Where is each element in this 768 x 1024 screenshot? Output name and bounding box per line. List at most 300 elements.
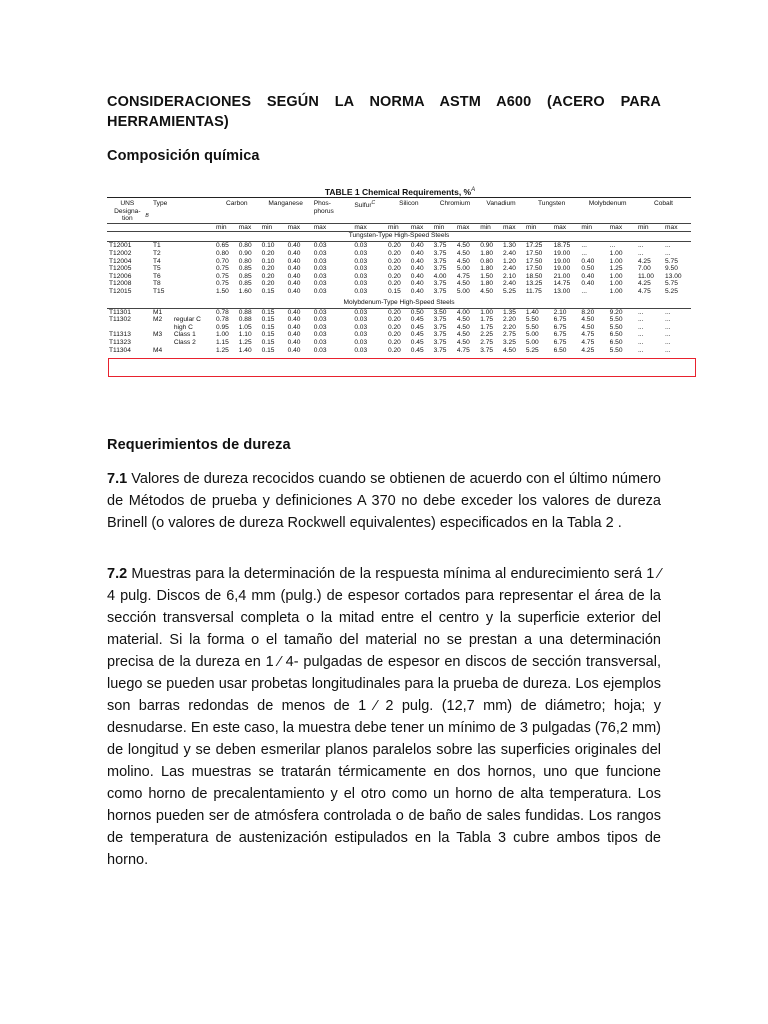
table-cell: 6.75 xyxy=(553,316,567,324)
table-cell: 0.45 xyxy=(410,331,424,339)
table-cell: 0.78 xyxy=(215,308,229,316)
table-cell: 0.88 xyxy=(238,308,252,316)
col-header-molybdenum: Molybdenum xyxy=(579,198,636,224)
section-heading-composition: Composición química xyxy=(107,148,260,164)
table-cell: Class 2 xyxy=(173,338,196,346)
col-header-silicon: Silicon xyxy=(386,198,432,224)
table-cell: 0.40 xyxy=(287,249,301,257)
subheader-cell: max xyxy=(409,223,432,232)
table-cell: 0.40 xyxy=(287,316,301,324)
col-header-phosphorus xyxy=(312,198,353,224)
table-cell: 1.75 xyxy=(480,323,494,331)
col-header-sulfur-text: Sulfur xyxy=(354,202,372,210)
table-cell: 0.03 xyxy=(313,308,327,316)
table-cell: 4.50 xyxy=(581,323,595,331)
subheader-cell: max xyxy=(286,223,312,232)
table-row xyxy=(107,280,691,288)
table-cell: 4.50 xyxy=(456,257,470,265)
table-cell: 0.40 xyxy=(287,287,301,295)
table-cell: 0.80 xyxy=(238,257,252,265)
table-row xyxy=(107,250,691,258)
table-cell: 0.15 xyxy=(261,331,275,339)
table-cell: ... xyxy=(637,338,644,346)
table-cell: 0.20 xyxy=(261,265,275,273)
table-cell: 19.00 xyxy=(553,265,571,273)
table-header-row xyxy=(107,198,691,224)
table-cell: 3.75 xyxy=(433,331,447,339)
section-molybdenum-type: Molybdenum-Type High-Speed Steels xyxy=(107,299,691,309)
table-cell: 0.75 xyxy=(215,265,229,273)
table-cell: 0.40 xyxy=(287,257,301,265)
paragraph-7-1-text: Valores de dureza recocidos cuando se obtienen de acuerdo con el último número de Métodos de prueba y definiciones A 370 no debe exceder los valores de dureza Brinell (o valores de dureza Rockwell equivalentes) especificados en la Tabla 2 . xyxy=(107,471,661,531)
table-cell: 2.40 xyxy=(503,265,516,273)
col-header-vanadium: Vanadium xyxy=(478,198,524,224)
subheader-cell: min xyxy=(386,223,409,232)
table-cell: 1.60 xyxy=(238,287,252,295)
table-cell: 0.03 xyxy=(313,272,327,280)
table-cell: ... xyxy=(637,346,644,354)
table-cell: 0.70 xyxy=(215,257,229,265)
table-row xyxy=(107,331,691,339)
table-cell: 0.20 xyxy=(387,308,401,316)
table-cell: 9.50 xyxy=(665,265,678,273)
subheader-cell: max xyxy=(552,223,580,232)
table-cell: ... xyxy=(665,316,671,324)
table-cell: 5.50 xyxy=(525,316,539,324)
table-cell: 0.03 xyxy=(313,331,327,339)
table-row xyxy=(107,288,691,296)
table-cell: 6.75 xyxy=(553,331,567,339)
table-cell: high C xyxy=(173,323,193,331)
table-cell: 3.25 xyxy=(503,338,516,346)
table-cell: 4.00 xyxy=(456,308,470,316)
table-cell: 1.25 xyxy=(238,338,252,346)
table-cell: 17.25 xyxy=(525,242,543,250)
subheader-cell: min xyxy=(524,223,552,232)
table-cell xyxy=(172,250,214,258)
table-cell: 0.20 xyxy=(387,242,401,250)
table-cell: ... xyxy=(637,316,644,324)
table-cell xyxy=(172,280,214,288)
table-cell: M3 xyxy=(153,331,163,339)
table-cell xyxy=(172,288,214,296)
table-cell: 4.50 xyxy=(581,316,595,324)
table-cell: 3.75 xyxy=(433,280,447,288)
table-cell: 0.78 xyxy=(215,316,229,324)
table-cell: 5.75 xyxy=(665,280,678,288)
table-cell: 0.20 xyxy=(387,249,401,257)
subheader-blank xyxy=(151,223,214,232)
table-cell: T12005 xyxy=(109,265,132,273)
table-cell: 18.50 xyxy=(525,272,543,280)
table-cell: 0.20 xyxy=(387,323,401,331)
table-cell: 0.10 xyxy=(261,257,275,265)
table-cell: 5.00 xyxy=(525,331,539,339)
table-cell: 4.25 xyxy=(581,346,595,354)
table-cell: 0.45 xyxy=(410,323,424,331)
table-cell: M1 xyxy=(153,308,163,316)
table-cell: 4.75 xyxy=(637,287,651,295)
table-cell: 0.45 xyxy=(410,346,424,354)
table-cell xyxy=(151,324,172,332)
table-caption-note: A xyxy=(471,187,476,193)
table-cell: 0.20 xyxy=(387,338,401,346)
table-row xyxy=(107,316,691,324)
table-cell: 2.75 xyxy=(503,331,516,339)
table-cell: 5.00 xyxy=(456,265,470,273)
table-cell: T12015 xyxy=(109,287,132,295)
table-cell: 2.10 xyxy=(503,272,516,280)
table-cell: 0.90 xyxy=(238,249,252,257)
subheader-cell: max xyxy=(237,223,260,232)
table-cell: 1.80 xyxy=(480,280,494,288)
section-heading-hardness: Requerimientos de dureza xyxy=(107,437,291,453)
table-section-row xyxy=(107,299,691,309)
table-cell: 0.20 xyxy=(387,272,401,280)
table-cell: T11323 xyxy=(109,338,131,346)
table-row xyxy=(107,324,691,332)
table-cell: 0.15 xyxy=(261,338,275,346)
table-cell: 0.03 xyxy=(313,257,327,265)
table-cell: 0.40 xyxy=(410,257,424,265)
table-cell: 0.15 xyxy=(261,308,275,316)
table-cell: 0.40 xyxy=(410,287,424,295)
table-cell: 17.50 xyxy=(525,257,543,265)
table-cell: 0.20 xyxy=(387,346,401,354)
table-cell: 3.75 xyxy=(433,346,447,354)
table-cell: M4 xyxy=(153,346,163,354)
table-cell: 2.40 xyxy=(503,280,516,288)
table-cell: 0.03 xyxy=(354,265,368,273)
table-cell: 4.50 xyxy=(480,287,494,295)
table-cell: 1.00 xyxy=(609,249,623,257)
table-cell: 0.03 xyxy=(313,242,327,250)
paragraph-7-2-number: 7.2 xyxy=(107,566,128,582)
table-cell: 7.00 xyxy=(637,265,651,273)
section-tungsten-type: Tungsten-Type High-Speed Steels xyxy=(107,232,691,242)
subheader-cell: min xyxy=(579,223,607,232)
table-cell: T4 xyxy=(153,257,161,265)
col-header-uns-note: B xyxy=(145,213,149,219)
table-cell: 0.03 xyxy=(313,338,327,346)
subheader-cell: max xyxy=(608,223,636,232)
table-cell: 19.00 xyxy=(553,257,571,265)
table-cell: 4.50 xyxy=(503,346,516,354)
table-row xyxy=(107,339,691,347)
table-cell: ... xyxy=(665,331,671,339)
table-cell: T6 xyxy=(153,272,161,280)
table-cell: 1.20 xyxy=(503,257,516,265)
table-cell: 0.03 xyxy=(313,280,327,288)
table-cell: 0.85 xyxy=(238,265,252,273)
table-cell: 11.75 xyxy=(525,287,542,295)
col-header-tungsten: Tungsten xyxy=(524,198,580,224)
table-row xyxy=(107,308,691,316)
table-caption xyxy=(107,183,693,197)
table-row xyxy=(107,242,691,250)
table-cell: 0.75 xyxy=(215,272,229,280)
table-cell: 2.40 xyxy=(503,249,516,257)
table-cell: 0.40 xyxy=(287,346,301,354)
table-cell: ... xyxy=(581,287,587,295)
table-cell: 0.20 xyxy=(261,272,275,280)
subheader-cell: max xyxy=(312,223,353,232)
table-cell: 0.95 xyxy=(215,323,229,331)
table-cell: 2.10 xyxy=(553,308,567,316)
table-cell: 0.15 xyxy=(387,287,401,295)
table-cell: 17.50 xyxy=(525,265,543,273)
table-cell: 0.75 xyxy=(215,280,229,288)
table-row xyxy=(107,273,691,281)
table-cell: 0.40 xyxy=(410,280,424,288)
table-cell: 0.03 xyxy=(313,249,327,257)
table-cell: 0.03 xyxy=(354,272,368,280)
table-cell: 3.75 xyxy=(433,265,447,273)
table-cell: 3.75 xyxy=(433,242,447,250)
table-cell: 9.20 xyxy=(609,308,623,316)
table-cell: T12008 xyxy=(109,280,132,288)
table-cell: 0.10 xyxy=(261,242,275,250)
col-header-uns-text: UNS Designa- tion xyxy=(114,200,141,223)
table-cell: 1.10 xyxy=(238,331,252,339)
table-cell: 0.85 xyxy=(238,272,252,280)
paragraph-7-1-number: 7.1 xyxy=(107,471,128,487)
table-cell: 0.20 xyxy=(387,257,401,265)
table-cell: ... xyxy=(665,242,671,250)
table-cell: 5.75 xyxy=(665,257,678,265)
table-cell: 13.00 xyxy=(553,287,571,295)
table-cell: 6.75 xyxy=(553,323,567,331)
chemical-requirements-table xyxy=(107,197,691,354)
table-cell: 3.75 xyxy=(433,257,447,265)
table-cell: 0.03 xyxy=(354,316,368,324)
table-cell: 1.30 xyxy=(503,242,516,250)
col-header-sulfur xyxy=(352,198,386,224)
table-cell: 0.03 xyxy=(354,308,368,316)
table-cell xyxy=(172,273,214,281)
table-cell: 14.75 xyxy=(553,280,571,288)
table-cell xyxy=(172,265,214,273)
table-cell: T11302 xyxy=(109,316,131,324)
table-cell: 0.40 xyxy=(287,331,301,339)
table-cell: 4.50 xyxy=(456,331,470,339)
table-cell: Class 1 xyxy=(173,331,196,339)
table-cell: 5.50 xyxy=(609,323,623,331)
table-cell: 2.75 xyxy=(480,338,494,346)
table-cell: 0.80 xyxy=(480,257,494,265)
table-cell: 0.03 xyxy=(313,346,327,354)
table-cell: 5.50 xyxy=(525,323,539,331)
table-cell xyxy=(172,347,214,355)
table-cell: 3.75 xyxy=(433,323,447,331)
table-cell: T11301 xyxy=(109,308,131,316)
table-cell: 6.50 xyxy=(609,331,623,339)
table-cell: 0.15 xyxy=(261,287,275,295)
table-cell: 4.75 xyxy=(581,331,595,339)
table-cell: 2.20 xyxy=(503,323,516,331)
table-cell: 0.80 xyxy=(215,249,229,257)
table-cell: 0.15 xyxy=(261,316,275,324)
table-cell: 3.75 xyxy=(433,287,447,295)
table-cell: 1.75 xyxy=(480,316,494,324)
table-cell: 6.50 xyxy=(609,338,623,346)
table-cell: T11313 xyxy=(109,331,131,339)
table-cell: 0.80 xyxy=(238,242,252,250)
table-cell: 0.03 xyxy=(313,287,327,295)
table-cell: ... xyxy=(637,249,644,257)
table-cell: 0.85 xyxy=(238,280,252,288)
subheader-cell: min xyxy=(636,223,663,232)
table-cell: 17.50 xyxy=(525,249,543,257)
table-row xyxy=(107,347,691,355)
table-cell: ... xyxy=(665,308,671,316)
col-header-sulfur-note: C xyxy=(371,200,376,206)
table-cell: 4.50 xyxy=(456,249,470,257)
table-cell: 3.75 xyxy=(433,249,447,257)
table-cell: 2.20 xyxy=(503,316,516,324)
table-cell: 4.50 xyxy=(456,323,470,331)
table-cell: 13.00 xyxy=(665,272,682,280)
table-cell: T12006 xyxy=(109,272,132,280)
table-cell: T15 xyxy=(153,287,165,295)
table-cell: 1.00 xyxy=(609,257,623,265)
col-header-type: Type xyxy=(151,198,214,224)
document-title-line-1: CONSIDERACIONES SEGÚN LA NORMA ASTM A600 (ACERO PARA xyxy=(107,94,661,110)
table-cell: 3.75 xyxy=(433,316,447,324)
table-cell: 11.00 xyxy=(637,272,654,280)
table-cell: 1.80 xyxy=(480,249,494,257)
table-cell: 18.75 xyxy=(553,242,571,250)
table-cell: 13.25 xyxy=(525,280,543,288)
table-cell: ... xyxy=(609,242,616,250)
table-cell: T12004 xyxy=(109,257,132,265)
table-cell: ... xyxy=(665,249,671,257)
table-cell: 1.50 xyxy=(480,272,494,280)
table-cell: 0.03 xyxy=(354,242,368,250)
table-cell: 0.40 xyxy=(410,242,424,250)
table-subheader-row xyxy=(107,223,691,232)
table-cell: 0.40 xyxy=(287,242,301,250)
col-header-chromium: Chromium xyxy=(432,198,479,224)
table-cell: 0.40 xyxy=(410,249,424,257)
table-cell: 4.75 xyxy=(456,346,470,354)
table-cell: 6.50 xyxy=(553,346,567,354)
subheader-cell: min xyxy=(432,223,455,232)
table-cell: 0.40 xyxy=(581,257,595,265)
table-cell: 1.80 xyxy=(480,265,494,273)
subheader-cell: max xyxy=(352,223,386,232)
table-cell: 4.75 xyxy=(581,338,595,346)
col-header-cobalt: Cobalt xyxy=(636,198,691,224)
table-cell: 5.25 xyxy=(665,287,678,295)
table-cell: T12002 xyxy=(109,249,132,257)
table-cell: 0.03 xyxy=(354,323,368,331)
table-cell: 0.40 xyxy=(287,338,301,346)
subheader-cell: max xyxy=(663,223,691,232)
table-cell: ... xyxy=(665,338,671,346)
table-cell: 1.00 xyxy=(215,331,229,339)
table-cell: 0.88 xyxy=(238,316,252,324)
table-cell: 3.75 xyxy=(433,338,447,346)
table-cell: 5.00 xyxy=(456,287,470,295)
table-cell: ... xyxy=(637,323,644,331)
table-cell: 0.20 xyxy=(387,316,401,324)
table-cell: ... xyxy=(637,331,644,339)
table-cell: T1 xyxy=(153,242,161,250)
table-cell: 0.20 xyxy=(387,265,401,273)
table-cell: 0.40 xyxy=(410,272,424,280)
table-cell: regular C xyxy=(173,316,201,324)
table-cell: 4.50 xyxy=(456,242,470,250)
table-cell: 0.40 xyxy=(287,280,301,288)
table-cell: ... xyxy=(637,308,644,316)
table-row xyxy=(107,258,691,266)
table-cell: 0.40 xyxy=(581,280,595,288)
table-cell: 5.25 xyxy=(525,346,539,354)
table-cell: 1.40 xyxy=(525,308,539,316)
table-cell: 4.50 xyxy=(456,338,470,346)
subheader-cell: min xyxy=(260,223,286,232)
paragraph-7-2 xyxy=(107,563,661,871)
table-cell: 0.15 xyxy=(261,323,275,331)
table-cell xyxy=(172,258,214,266)
col-header-phosphorus-text: Phos- phorus xyxy=(313,200,334,215)
table-cell: 2.25 xyxy=(480,331,494,339)
paragraph-7-1 xyxy=(107,468,661,534)
table-cell: 1.50 xyxy=(215,287,229,295)
table-cell: 5.00 xyxy=(525,338,539,346)
table-cell: 19.00 xyxy=(553,249,571,257)
table-cell: 0.20 xyxy=(387,331,401,339)
table-cell: 0.40 xyxy=(287,308,301,316)
subheader-blank xyxy=(107,223,151,232)
highlight-box-m3 xyxy=(108,358,696,377)
table-cell: 0.03 xyxy=(313,265,327,273)
table-cell: 4.25 xyxy=(637,280,651,288)
table-cell: T8 xyxy=(153,280,161,288)
col-header-manganese: Manganese xyxy=(260,198,312,224)
table-cell: ... xyxy=(665,323,671,331)
table-cell: 4.75 xyxy=(456,272,470,280)
table-cell: T5 xyxy=(153,265,161,273)
table-cell: 0.03 xyxy=(354,338,368,346)
table-cell xyxy=(151,339,172,347)
table-cell: 0.20 xyxy=(387,280,401,288)
table-cell: ... xyxy=(581,249,587,257)
table-cell: 0.40 xyxy=(410,265,424,273)
table-body xyxy=(107,232,691,354)
table-cell: 0.03 xyxy=(313,323,327,331)
table-cell: T11304 xyxy=(109,346,131,354)
table-row xyxy=(107,265,691,273)
table-cell: 0.40 xyxy=(581,272,595,280)
table-cell: 0.40 xyxy=(287,265,301,273)
table-cell: 0.40 xyxy=(287,323,301,331)
table-cell xyxy=(172,308,214,316)
table-cell: 0.65 xyxy=(215,242,229,250)
table-cell: 0.20 xyxy=(261,249,275,257)
table-cell: ... xyxy=(581,242,587,250)
table-cell: 1.25 xyxy=(609,265,623,273)
table-cell: 3.50 xyxy=(433,308,447,316)
table-cell: 0.45 xyxy=(410,316,424,324)
table-cell: 0.03 xyxy=(354,331,368,339)
table-cell: 4.50 xyxy=(456,280,470,288)
table-cell: ... xyxy=(637,242,644,250)
table-cell: 0.50 xyxy=(581,265,595,273)
table-cell xyxy=(107,324,151,332)
table-cell xyxy=(172,242,214,250)
